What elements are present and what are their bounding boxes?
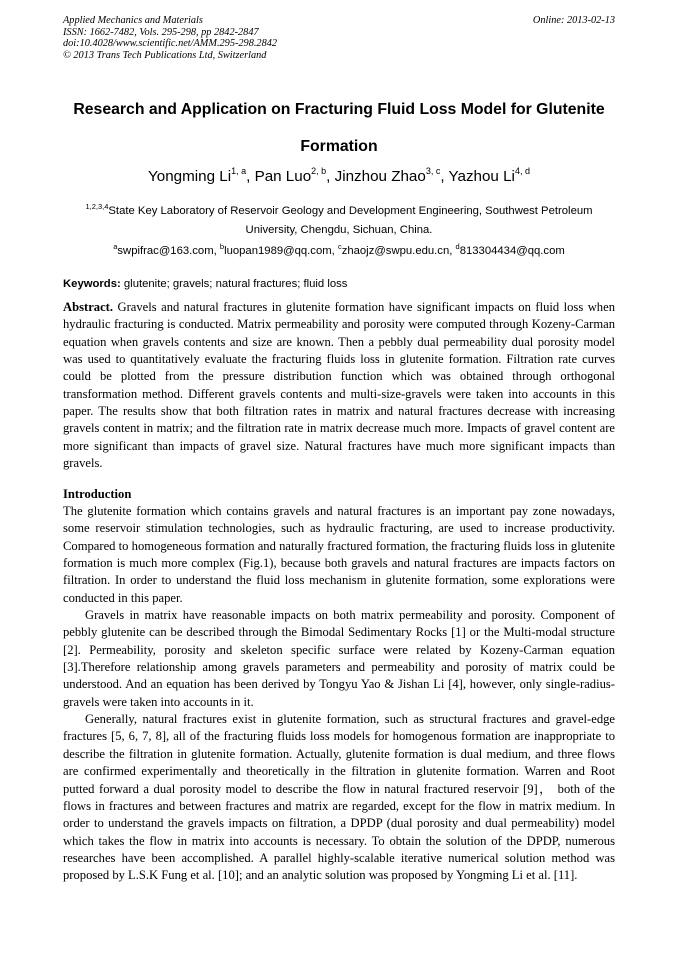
affiliation-marker: 1,2,3,4 [85, 202, 109, 211]
keywords-text: glutenite; gravels; natural fractures; fluid loss [120, 278, 348, 290]
abstract-text: Gravels and natural fractures in glutenite formation have significant impacts on fluid loss when hydraulic fracturing is conducted. Matrix permeability and porosity were computed through Kozeny-Carman equation when gravels contents and size are known. Then a pebbly dual permeability dual porosity model was used to quantitatively evaluate the fracturing fluids loss in glutenite formation. Filtration rate curves could be plotted from the pressure distribution function which was obtained through orthogonal transformation method. Different gravels contents and multi-size-gravels were taken into accounts in this paper. The results show that both filtration rates in matrix and natural fractures decrease with increasing gravels content in matrix; and the filtration rate in matrix decrease much more. Impacts of gravel content are more significant than impacts of gravel size. Natural fractures have much more significant impacts than gravels. [63, 300, 615, 471]
author: Yazhou Li$^{4, d}$ [448, 166, 530, 185]
paragraph: Gravels in matrix have reasonable impacts on both matrix permeability and porosity. Component of pebbly glutenite can be described through the Bimodal Sedimentary Rocks [1] or the Multi-modal structure [2]. Permeability, porosity and skeleton specific surface were related by Kozeny-Carman equation [3].Therefore relationship among gravels parameters and permeability and porosity of matrix could be understood. And an equation has been derived by Tongyu Yao & Jishan Li [4], however, only single-radius-gravels were taken into accounts in it. [63, 608, 615, 709]
journal-name: Applied Mechanics and Materials [63, 15, 203, 26]
author-list [40, 166, 638, 188]
online-date: Online: 2013-02-13 [532, 15, 615, 26]
email[interactable]: $^b$luopan1989@qq.com, [219, 242, 338, 257]
email[interactable]: $^a$swpifrac@163.com, [113, 242, 220, 257]
affiliation [70, 202, 608, 240]
author: Yongming Li$^{1, a}$, [148, 166, 255, 185]
email-list [40, 243, 638, 259]
email[interactable]: $^d$813304434@qq.com [455, 242, 565, 257]
issn-line: ISSN: 1662-7482, Vols. 295-298, pp 2842-2847 [63, 26, 259, 38]
email[interactable]: $^c$zhaojz@swpu.edu.cn, [337, 242, 456, 257]
journal-header [63, 15, 615, 61]
introduction-body [63, 503, 615, 885]
abstract-label: Abstract. [63, 300, 114, 314]
affiliation-text: State Key Laboratory of Reservoir Geology and Development Engineering, Southwest Petroleum University, Chengdu, Sichuan, China. [108, 205, 593, 236]
keywords-label: Keywords: [63, 278, 121, 290]
paragraph: The glutenite formation which contains gravels and natural fractures is an important pay zone nowadays, some reservoir stimulation technologies, such as hydraulic fracturing, are used to increase productivity. Compared to homogeneous formation and naturally fractured formation, the fracturing fluids loss in glutenite formation is much more complex (Fig.1), because both gravels and natural fractures are impacts factors on filtration. In order to understand the fluid loss mechanism in glutenite formation, some explorations were conducted in this paper. [63, 504, 615, 605]
introduction-heading: Introduction [63, 487, 132, 501]
author: Jinzhou Zhao$^{3, c}$, [334, 166, 449, 185]
paper-title: Research and Application on Fracturing Fluid Loss Model for Glutenite Formation [73, 101, 605, 155]
paragraph: Generally, natural fractures exist in glutenite formation, such as structural fractures and gravel-edge fractures [5, 6, 7, 8], all of the fracturing fluids loss models for homogenous formation are inappropriate to describe the filtration in glutenite formation. Actually, glutenite formation is dual medium, and three flows are confirmed experimentally and theoretically in the filtration in glutenite formation. Warren and Root putted forward a dual porosity model to describe the flow in natural fractured reservoir [9]， both of the flows in fractures and between fractures and matrix are regarded, except for the flow in matrix medium. In order to understand the gravels impacts on filtration, a DPDP (dual porosity and dual permeability) model which takes the flow in matrix into accounts is necessary. To obtain the solution of the DPDP, numerous researches have been accomplished. A parallel highly-scalable iterative numerical solution method was proposed by L.S.K Fung et al. [10]; and an analytic solution was proposed by Yongming Li et al. [11]. [63, 712, 615, 883]
author: Pan Luo$^{2, b}$, [254, 166, 335, 185]
doi-line: doi:10.4028/www.scientific.net/AMM.295-298.2842 [63, 38, 278, 50]
keywords [63, 276, 615, 292]
copyright-line: © 2013 Trans Tech Publications Ltd, Switzerland [63, 49, 267, 61]
abstract [63, 299, 615, 472]
